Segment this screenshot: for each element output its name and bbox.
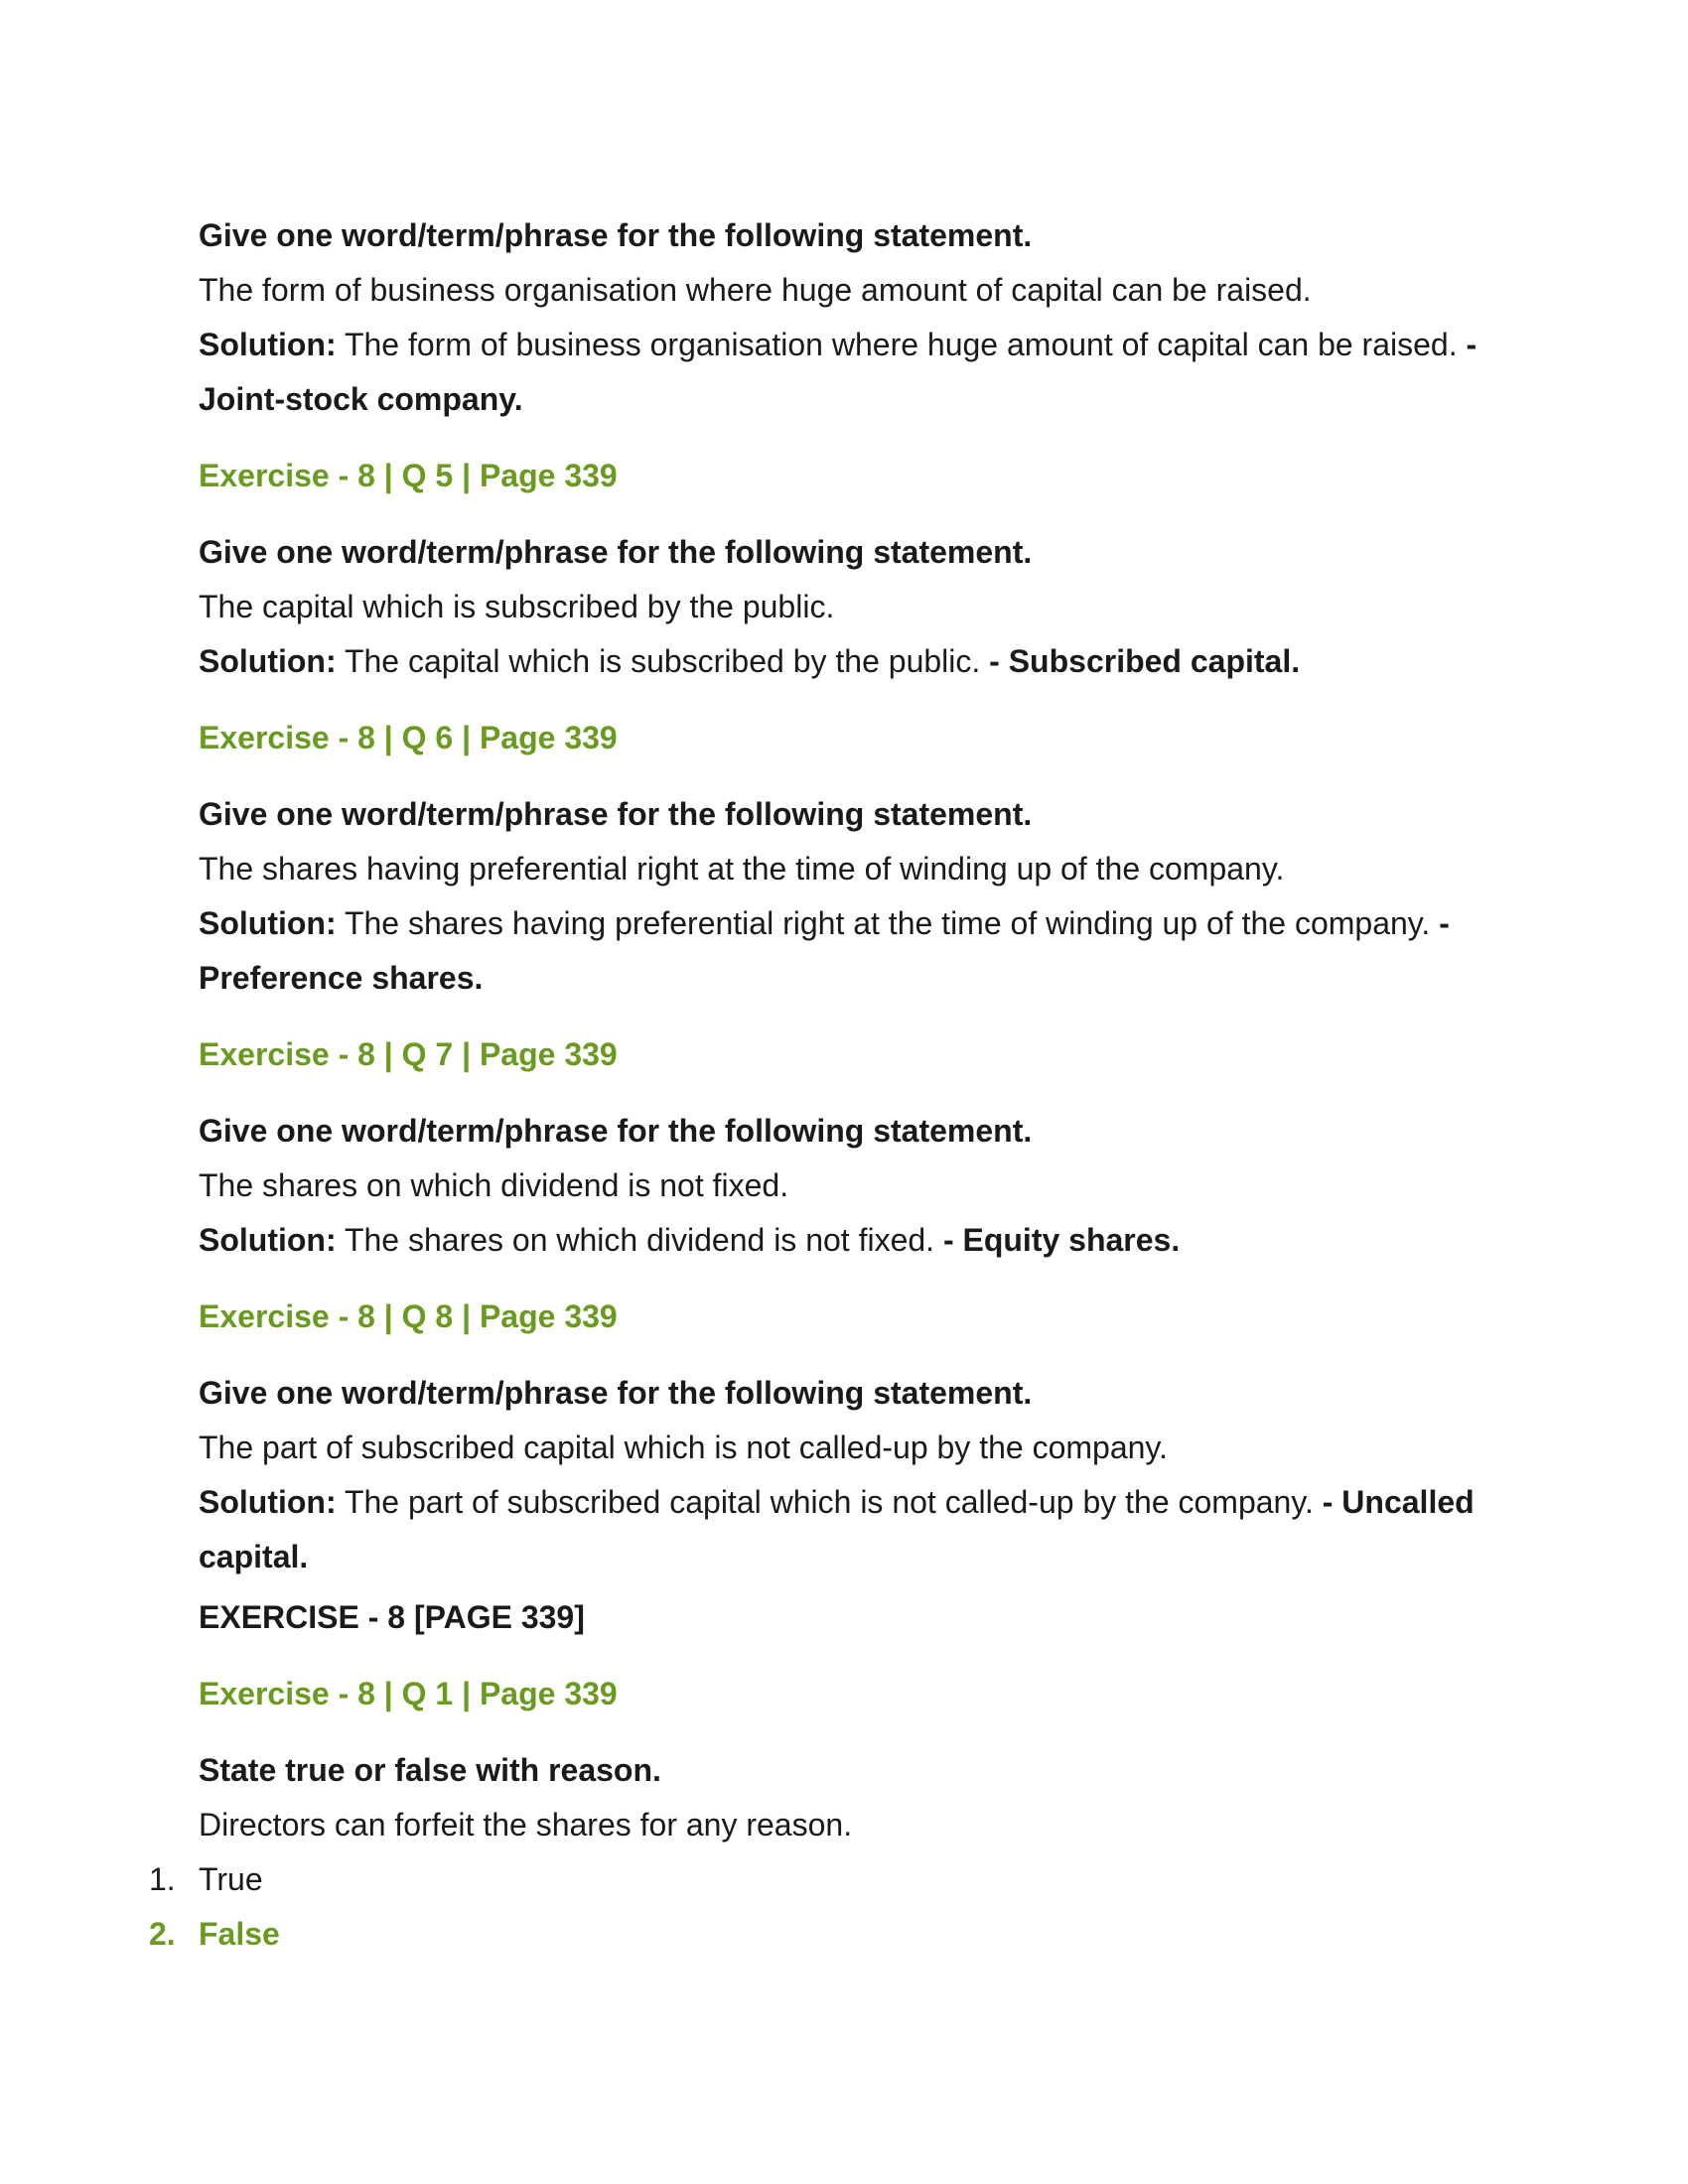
option-true[interactable] (149, 1852, 1489, 1907)
question-text: The capital which is subscribed by the public. (199, 589, 835, 624)
solution-label: Solution: (199, 1484, 337, 1520)
solution-label: Solution: (199, 327, 337, 362)
question-text: The form of business organisation where huge amount of capital can be raised. (199, 272, 1312, 308)
solution (199, 896, 1489, 1006)
exercise-reference-link[interactable]: Exercise - 8 | Q 5 | Page 339 (199, 458, 618, 493)
section-title: EXERCISE - 8 [PAGE 339] (199, 1599, 585, 1635)
solution-text: The shares having preferential right at the time of winding up of the company. (336, 905, 1440, 941)
solution-answer: - Equity shares. (942, 1222, 1181, 1258)
question-heading: Give one word/term/phrase for the following statement. (199, 1113, 1033, 1149)
exercise-section (149, 1590, 1489, 1962)
solution (199, 1213, 1489, 1268)
exercise-reference-link[interactable]: Exercise - 8 | Q 8 | Page 339 (199, 1298, 618, 1334)
solution-answer: - Subscribed capital. (989, 643, 1301, 679)
question-block-1 (199, 208, 1489, 427)
solution (199, 1475, 1489, 1584)
document-page (149, 208, 1489, 1962)
question-block-4 (199, 1027, 1489, 1268)
solution-label: Solution: (199, 905, 337, 941)
question-heading: Give one word/term/phrase for the following statement. (199, 796, 1033, 832)
answer-options (149, 1852, 1489, 1962)
solution-answer: - Joint-stock company. (199, 327, 1477, 417)
solution-text: The form of business organisation where huge amount of capital can be raised. (336, 327, 1467, 362)
exercise-reference-link[interactable]: Exercise - 8 | Q 7 | Page 339 (199, 1036, 618, 1072)
solution-text: The capital which is subscribed by the public. (336, 643, 990, 679)
solution-text: The part of subscribed capital which is not called-up by the company. (336, 1484, 1323, 1520)
solution-label: Solution: (199, 1222, 337, 1258)
solution-label: Solution: (199, 643, 337, 679)
question-heading: Give one word/term/phrase for the following statement. (199, 534, 1033, 570)
question-text: Directors can forfeit the shares for any reason. (199, 1807, 853, 1843)
question-text: The shares on which dividend is not fixed. (199, 1167, 789, 1203)
option-label: True (199, 1861, 263, 1897)
question-text: The part of subscribed capital which is not called-up by the company. (199, 1430, 1168, 1465)
solution (199, 318, 1489, 427)
question-text: The shares having preferential right at the time of winding up of the company. (199, 851, 1285, 887)
solution-answer: - Uncalled capital. (199, 1484, 1475, 1574)
question-heading: Give one word/term/phrase for the following statement. (199, 217, 1033, 253)
question-block-2 (199, 449, 1489, 689)
exercise-reference-link[interactable]: Exercise - 8 | Q 6 | Page 339 (199, 720, 618, 755)
option-label: False (199, 1916, 280, 1952)
exercise-reference-link[interactable]: Exercise - 8 | Q 1 | Page 339 (199, 1676, 618, 1711)
solution-answer: - Preference shares. (199, 905, 1450, 996)
solution-text: The shares on which dividend is not fixed. (336, 1222, 943, 1258)
option-false-correct[interactable] (149, 1907, 1489, 1962)
option-number: 1. (149, 1861, 176, 1897)
solution (199, 634, 1489, 689)
question-block-5 (199, 1290, 1489, 1584)
option-number: 2. (149, 1916, 176, 1952)
question-heading: State true or false with reason. (199, 1752, 661, 1788)
question-block-3 (199, 711, 1489, 1006)
question-heading: Give one word/term/phrase for the following statement. (199, 1375, 1033, 1411)
